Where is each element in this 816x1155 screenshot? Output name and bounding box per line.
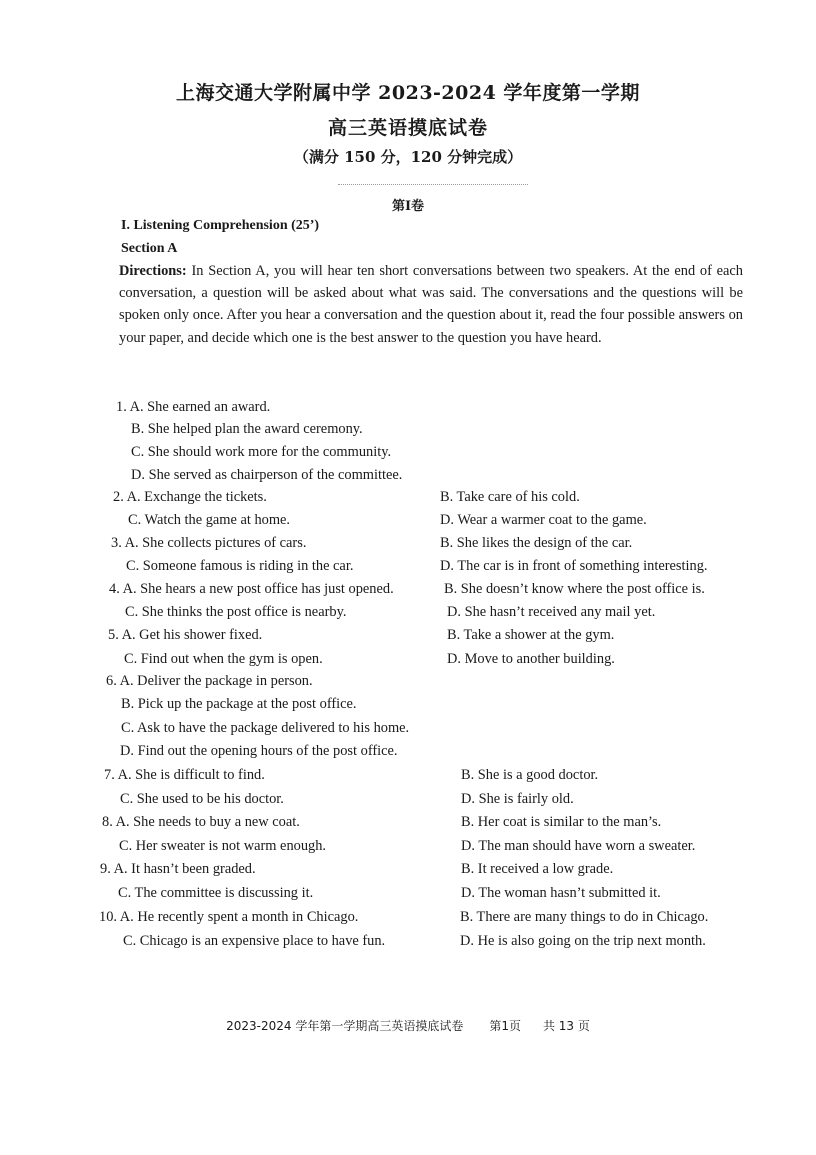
question-option: 1. A. She earned an award. <box>116 399 271 415</box>
question-option: D. He is also going on the trip next month. <box>460 933 706 949</box>
question-option: C. Her sweater is not warm enough. <box>119 838 327 854</box>
question-option: D. Move to another building. <box>447 651 615 667</box>
question-option: B. She helped plan the award ceremony. <box>131 421 363 437</box>
section-title: I. Listening Comprehension (25’) <box>121 218 320 233</box>
question-option: D. Find out the opening hours of the post office. <box>120 743 398 759</box>
directions-paragraph <box>119 260 743 349</box>
footer-total-pages: 共 13 页 <box>542 1019 590 1033</box>
exam-title-school: 上海交通大学附属中学 2023-2024 学年度第一学期 <box>176 82 640 104</box>
question-option: D. The car is in front of something interesting. <box>440 558 708 574</box>
question-option: 2. A. Exchange the tickets. <box>113 489 267 505</box>
section-subtitle: Section A <box>121 241 178 256</box>
question-option: C. Watch the game at home. <box>128 512 291 528</box>
directions-label: Directions: <box>119 263 187 279</box>
question-option: C. She should work more for the community. <box>131 444 392 460</box>
question-option: 5. A. Get his shower fixed. <box>108 627 263 643</box>
question-option: C. Find out when the gym is open. <box>124 651 323 667</box>
volume-label: 第Ⅰ卷 <box>391 199 425 214</box>
question-option: B. She doesn’t know where the post office is. <box>444 581 705 597</box>
question-option: B. She is a good doctor. <box>461 767 599 783</box>
question-option: C. She used to be his doctor. <box>120 791 284 807</box>
question-option: D. She is fairly old. <box>461 791 574 807</box>
footer-exam-name: 2023-2024 学年第一学期高三英语摸底试卷 <box>226 1019 464 1033</box>
question-option: B. Take care of his cold. <box>440 489 580 505</box>
question-option: B. Pick up the package at the post office. <box>121 696 357 712</box>
directions-text: In Section A, you will hear ten short conversations between two speakers. At the end of each conversation, a question will be asked about what was said. The conversations and the questions will be spoken only once. After you hear a conversation and the question about it, read the four possible answers on your paper, and decide which one is the best answer to the question you have heard. <box>119 263 744 346</box>
question-option: 8. A. She needs to buy a new coat. <box>102 814 300 830</box>
question-option: 4. A. She hears a new post office has just opened. <box>109 581 394 597</box>
footer-page-number: 第1页 <box>489 1019 521 1033</box>
question-option: 7. A. She is difficult to find. <box>104 767 265 783</box>
question-option: D. The man should have worn a sweater. <box>461 838 696 854</box>
question-option: B. Her coat is similar to the man’s. <box>461 814 662 830</box>
question-option: C. Ask to have the package delivered to his home. <box>121 720 410 736</box>
question-option: C. She thinks the post office is nearby. <box>125 604 347 620</box>
scan-smudge-divider <box>338 184 528 186</box>
question-option: C. The committee is discussing it. <box>118 885 314 901</box>
question-option: D. She served as chairperson of the committee. <box>131 467 403 483</box>
question-option: B. It received a low grade. <box>461 861 614 877</box>
question-option: 10. A. He recently spent a month in Chicago. <box>99 909 359 925</box>
exam-title-subject: 高三英语摸底试卷 <box>327 117 488 139</box>
page-footer <box>0 1017 816 1034</box>
question-option: C. Someone famous is riding in the car. <box>126 558 354 574</box>
question-option: 3. A. She collects pictures of cars. <box>111 535 307 551</box>
exam-score-time: （满分 150 分，120 分钟完成） <box>293 148 523 166</box>
question-option: B. There are many things to do in Chicago. <box>460 909 709 925</box>
question-option: B. She likes the design of the car. <box>440 535 633 551</box>
question-option: B. Take a shower at the gym. <box>447 627 615 643</box>
question-option: C. Chicago is an expensive place to have fun. <box>123 933 386 949</box>
question-option: D. The woman hasn’t submitted it. <box>461 885 661 901</box>
question-option: D. She hasn’t received any mail yet. <box>447 604 656 620</box>
question-option: 9. A. It hasn’t been graded. <box>100 861 256 877</box>
question-option: 6. A. Deliver the package in person. <box>106 673 313 689</box>
question-option: D. Wear a warmer coat to the game. <box>440 512 647 528</box>
